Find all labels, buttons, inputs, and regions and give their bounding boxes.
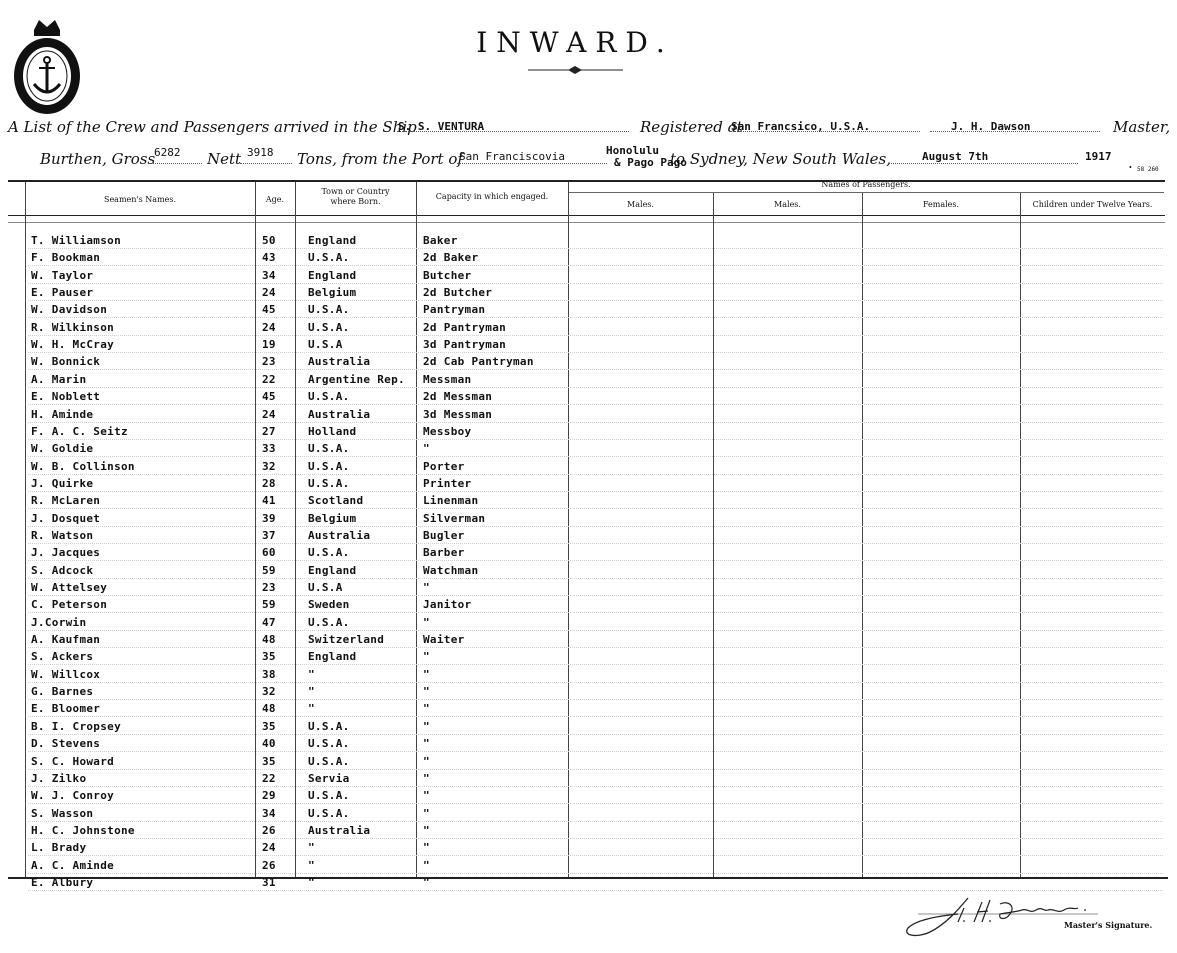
crew-name: J. Zilko: [31, 772, 87, 785]
col-header-males-2: Males.: [774, 200, 801, 209]
crew-name: T. Williamson: [31, 234, 121, 247]
crew-name: B. I. Cropsey: [31, 720, 121, 733]
crew-capacity: ": [423, 702, 430, 715]
ship-name: S. S. VENTURA: [398, 120, 485, 133]
crew-name: H. C. Johnstone: [31, 824, 135, 837]
crew-capacity: Pantryman: [423, 303, 486, 316]
crew-name: S. Wasson: [31, 807, 94, 820]
signature-label: Master's Signature.: [1064, 920, 1153, 930]
crew-name: W. H. McCray: [31, 338, 115, 351]
crew-birthplace: U.S.A.: [308, 789, 350, 802]
crew-age: 23: [262, 581, 276, 594]
master-name: J. H. Dawson: [951, 120, 1031, 133]
crew-age: 23: [262, 355, 276, 368]
crew-birthplace: U.S.A.: [308, 460, 350, 473]
crew-birthplace: U.S.A.: [308, 390, 350, 403]
row-rule: [28, 769, 1163, 770]
row-rule: [28, 734, 1163, 735]
crew-birthplace: U.S.A: [308, 338, 343, 351]
crew-birthplace: ": [308, 859, 315, 872]
crew-age: 22: [262, 772, 276, 785]
crew-name: R. Watson: [31, 529, 94, 542]
row-rule: [28, 474, 1163, 475]
row-rule: [28, 647, 1163, 648]
crew-capacity: Waiter: [423, 633, 465, 646]
crew-age: 24: [262, 841, 276, 854]
row-rule: [28, 560, 1163, 561]
crew-name: J.Corwin: [31, 616, 87, 629]
crew-age: 22: [262, 373, 276, 386]
year-period: .: [1128, 154, 1133, 172]
nett-tonnage: 3918: [247, 146, 274, 159]
crew-age: 35: [262, 650, 276, 663]
crew-age: 26: [262, 824, 276, 837]
crew-name: F. Bookman: [31, 251, 101, 264]
crew-capacity: Baker: [423, 234, 458, 247]
title-ornament: [528, 64, 623, 76]
row-rule: [28, 682, 1163, 683]
crew-capacity: 2d Messman: [423, 390, 493, 403]
crew-age: 45: [262, 390, 276, 403]
crew-birthplace: U.S.A.: [308, 251, 350, 264]
crew-name: R. McLaren: [31, 494, 101, 507]
via-port-1: Honolulu: [606, 144, 659, 157]
master-signature-image: [898, 890, 1098, 940]
table-header-rule: [8, 215, 1165, 216]
crew-birthplace: ": [308, 841, 315, 854]
crew-capacity: ": [423, 720, 430, 733]
crew-capacity: Watchman: [423, 564, 479, 577]
crew-name: W. Bonnick: [31, 355, 101, 368]
crew-capacity: 2d Pantryman: [423, 321, 507, 334]
row-rule: [28, 786, 1163, 787]
row-rule: [28, 855, 1163, 856]
crew-age: 35: [262, 755, 276, 768]
crew-age: 32: [262, 685, 276, 698]
row-rule: [28, 335, 1163, 336]
row-rule: [28, 439, 1163, 440]
row-rule: [28, 265, 1163, 266]
crew-birthplace: U.S.A.: [308, 321, 350, 334]
crew-age: 37: [262, 529, 276, 542]
crew-age: 28: [262, 477, 276, 490]
crew-age: 60: [262, 546, 276, 559]
crew-birthplace: U.S.A: [308, 581, 343, 594]
form-mark: 58 260: [1137, 166, 1159, 173]
row-rule: [28, 699, 1163, 700]
crew-birthplace: England: [308, 234, 357, 247]
crew-birthplace: U.S.A.: [308, 807, 350, 820]
table-header-rule-2: [8, 222, 1165, 223]
crew-age: 24: [262, 408, 276, 421]
crew-name: S. Ackers: [31, 650, 94, 663]
crew-age: 39: [262, 512, 276, 525]
row-rule: [28, 317, 1163, 318]
crew-birthplace: England: [308, 269, 357, 282]
crew-birthplace: U.S.A.: [308, 755, 350, 768]
crew-name: E. Albury: [31, 876, 94, 889]
gross-tonnage: 6282: [154, 146, 181, 159]
row-rule: [28, 508, 1163, 509]
crew-capacity: 2d Cab Pantryman: [423, 355, 534, 368]
crew-name: J. Dosquet: [31, 512, 101, 525]
crew-name: C. Peterson: [31, 598, 108, 611]
crew-capacity: 3d Pantryman: [423, 338, 507, 351]
from-port-underline: [457, 163, 607, 164]
gross-underline: [148, 163, 202, 164]
crew-age: 48: [262, 633, 276, 646]
crew-capacity: Butcher: [423, 269, 472, 282]
crew-name: W. B. Collinson: [31, 460, 135, 473]
crew-age: 45: [262, 303, 276, 316]
crew-name: E. Bloomer: [31, 702, 101, 715]
crew-capacity: ": [423, 737, 430, 750]
crew-birthplace: Servia: [308, 772, 350, 785]
crew-age: 48: [262, 702, 276, 715]
col-header-children: Children under Twelve Years.: [1032, 200, 1153, 209]
crew-capacity: ": [423, 807, 430, 820]
crew-capacity: ": [423, 685, 430, 698]
via-port-2: & Pago Pago: [614, 156, 687, 169]
crew-name: D. Stevens: [31, 737, 101, 750]
crew-name: W. Taylor: [31, 269, 94, 282]
crew-birthplace: ": [308, 876, 315, 889]
crew-capacity: ": [423, 841, 430, 854]
crew-birthplace: ": [308, 668, 315, 681]
crew-birthplace: Australia: [308, 408, 371, 421]
crew-capacity: ": [423, 755, 430, 768]
row-rule: [28, 543, 1163, 544]
row-rule: [28, 873, 1163, 874]
crew-name: S. C. Howard: [31, 755, 115, 768]
crew-birthplace: U.S.A.: [308, 546, 350, 559]
crew-birthplace: Australia: [308, 355, 371, 368]
crew-name: H. Aminde: [31, 408, 94, 421]
crew-birthplace: U.S.A.: [308, 720, 350, 733]
date-underline: [888, 163, 1078, 164]
row-rule: [28, 300, 1163, 301]
row-rule: [28, 751, 1163, 752]
crew-age: 41: [262, 494, 276, 507]
row-rule: [28, 248, 1163, 249]
crew-birthplace: U.S.A.: [308, 442, 350, 455]
crew-age: 47: [262, 616, 276, 629]
crew-birthplace: U.S.A.: [308, 616, 350, 629]
row-rule: [28, 612, 1163, 613]
crew-capacity: ": [423, 789, 430, 802]
col-header-name: Seamen's Names.: [103, 195, 177, 204]
crew-capacity: Linenman: [423, 494, 479, 507]
crew-name: S. Adcock: [31, 564, 94, 577]
col-header-capacity: Capacity in which engaged.: [435, 192, 549, 201]
row-rule: [28, 595, 1163, 596]
nett-underline: [240, 163, 292, 164]
crew-name: J. Quirke: [31, 477, 94, 490]
crew-capacity: ": [423, 442, 430, 455]
row-rule: [28, 838, 1163, 839]
row-rule: [28, 369, 1163, 370]
crew-age: 29: [262, 789, 276, 802]
crew-capacity: ": [423, 876, 430, 889]
col-header-town-1: Town or Country: [321, 187, 390, 196]
row-rule: [28, 456, 1163, 457]
row-rule: [28, 803, 1163, 804]
crew-age: 34: [262, 269, 276, 282]
row-rule: [28, 387, 1163, 388]
crew-age: 34: [262, 807, 276, 820]
crew-birthplace: Sweden: [308, 598, 350, 611]
crew-capacity: Printer: [423, 477, 472, 490]
destination-label: to Sydney, New South Wales,: [670, 150, 891, 168]
crew-name: A. C. Aminde: [31, 859, 115, 872]
crew-birthplace: England: [308, 650, 357, 663]
page-title: INWARD.: [476, 26, 674, 59]
crew-birthplace: Australia: [308, 529, 371, 542]
crew-capacity: 2d Butcher: [423, 286, 493, 299]
crew-capacity: 3d Messman: [423, 408, 493, 421]
crew-birthplace: U.S.A.: [308, 477, 350, 490]
crew-name: A. Marin: [31, 373, 87, 386]
crew-capacity: Silverman: [423, 512, 486, 525]
crew-capacity: Barber: [423, 546, 465, 559]
crew-capacity: Bugler: [423, 529, 465, 542]
crew-age: 24: [262, 321, 276, 334]
crew-name: W. J. Conroy: [31, 789, 115, 802]
crew-age: 19: [262, 338, 276, 351]
crew-capacity: ": [423, 650, 430, 663]
crew-age: 26: [262, 859, 276, 872]
crew-name: L. Brady: [31, 841, 87, 854]
crew-capacity: Porter: [423, 460, 465, 473]
arrival-date: August 7th: [922, 150, 989, 163]
crew-age: 35: [262, 720, 276, 733]
row-rule: [28, 716, 1163, 717]
crew-name: R. Wilkinson: [31, 321, 115, 334]
crew-birthplace: U.S.A.: [308, 303, 350, 316]
row-rule: [28, 283, 1163, 284]
row-rule: [28, 491, 1163, 492]
registered-port: San Francsico, U.S.A.: [731, 120, 871, 133]
crew-capacity: ": [423, 824, 430, 837]
crew-age: 32: [262, 460, 276, 473]
crew-capacity: Messman: [423, 373, 472, 386]
tons-from-label: Tons, from the Port of: [297, 150, 463, 168]
row-rule: [28, 821, 1163, 822]
crew-age: 40: [262, 737, 276, 750]
crew-age: 59: [262, 598, 276, 611]
crew-birthplace: Scotland: [308, 494, 364, 507]
crew-capacity: ": [423, 581, 430, 594]
row-rule: [28, 630, 1163, 631]
nett-label: Nett: [207, 150, 242, 168]
col-header-males-1: Males.: [627, 200, 654, 209]
crew-birthplace: Australia: [308, 824, 371, 837]
crew-birthplace: Holland: [308, 425, 357, 438]
crew-birthplace: England: [308, 564, 357, 577]
crew-age: 33: [262, 442, 276, 455]
crew-capacity: Janitor: [423, 598, 472, 611]
crew-age: 43: [262, 251, 276, 264]
crew-birthplace: Argentine Rep.: [308, 373, 405, 386]
crew-age: 50: [262, 234, 276, 247]
row-rule: [28, 526, 1163, 527]
crew-capacity: Messboy: [423, 425, 472, 438]
crew-birthplace: ": [308, 685, 315, 698]
crew-age: 38: [262, 668, 276, 681]
crew-name: A. Kaufman: [31, 633, 101, 646]
crew-name: E. Pauser: [31, 286, 94, 299]
crew-birthplace: U.S.A.: [308, 737, 350, 750]
crew-birthplace: Belgium: [308, 512, 357, 525]
col-header-females: Females.: [922, 200, 960, 209]
registered-label: Registered at: [640, 118, 743, 136]
crew-age: 24: [262, 286, 276, 299]
crew-name: G. Barnes: [31, 685, 94, 698]
master-label: Master,: [1113, 118, 1171, 136]
crew-age: 27: [262, 425, 276, 438]
col-header-age: Age.: [265, 195, 285, 204]
crew-capacity: ": [423, 616, 430, 629]
passenger-group-rule: [568, 192, 1164, 193]
from-port: San Franciscovia: [459, 150, 565, 163]
header-list-label: A List of the Crew and Passengers arrived in the Ship: [8, 118, 417, 136]
crew-name: E. Noblett: [31, 390, 101, 403]
crew-capacity: 2d Baker: [423, 251, 479, 264]
crew-age: 31: [262, 876, 276, 889]
crew-name: W. Davidson: [31, 303, 108, 316]
crew-capacity: ": [423, 668, 430, 681]
crew-birthplace: ": [308, 702, 315, 715]
row-rule: [28, 404, 1163, 405]
crew-name: F. A. C. Seitz: [31, 425, 128, 438]
row-rule: [28, 352, 1163, 353]
crew-age: 59: [262, 564, 276, 577]
crew-capacity: ": [423, 859, 430, 872]
arrival-year: 1917: [1085, 150, 1112, 163]
crew-name: J. Jacques: [31, 546, 101, 559]
burthen-label: Burthen, Gross: [40, 150, 156, 168]
row-rule: [28, 578, 1163, 579]
row-rule: [28, 664, 1163, 665]
crew-name: W. Willcox: [31, 668, 101, 681]
col-header-town-2: where Born.: [330, 197, 381, 206]
crew-capacity: ": [423, 772, 430, 785]
col-header-passengers: Names of Passengers.: [821, 180, 911, 189]
crew-name: W. Goldie: [31, 442, 94, 455]
crew-name: W. Attelsey: [31, 581, 108, 594]
crew-birthplace: Switzerland: [308, 633, 385, 646]
row-rule: [28, 422, 1163, 423]
crew-birthplace: Belgium: [308, 286, 357, 299]
